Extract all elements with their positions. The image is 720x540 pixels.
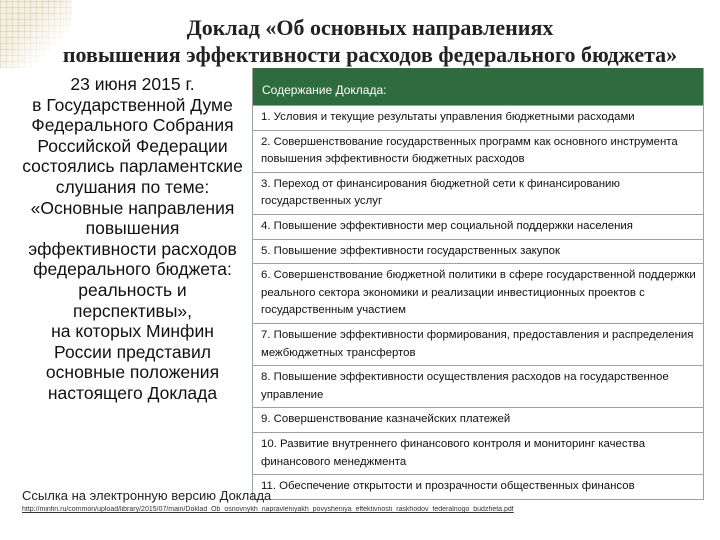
- footer-link-label: Ссылка на электронную версию Доклада: [22, 488, 272, 503]
- contents-header: Содержание Доклада:: [253, 68, 703, 105]
- intro-text: 23 июня 2015 г. в Государственной Думе Федерального Собрания Российской Федерации состоялись парламентские слушания по теме: «Основные направления повышения эффективности расходов федерального бюджета: реальность и перспективы», на которых Минфин России представил основные положения настоящего Доклада: [22, 74, 243, 403]
- report-link[interactable]: http://minfin.ru/common/upload/library/2015/07/main/Doklad_Ob_osnovnykh_napravleniyakh_povysheniya_effektivnosti_raskhodov_federalnogo_budzheta.pdf: [22, 506, 514, 513]
- contents-item: 2. Совершенствование государственных программ как основного инструмента повышения эффективности бюджетных расходов: [253, 130, 703, 172]
- contents-item: 4. Повышение эффективности мер социальной поддержки населения: [253, 214, 703, 239]
- contents-item: 7. Повышение эффективности формирования, предоставления и распределения межбюджетных трансфертов: [253, 323, 703, 365]
- contents-item: 6. Совершенствование бюджетной политики в сфере государственной поддержки реального сектора экономики и реализации инвестиционных проектов с государственным участием: [253, 263, 703, 323]
- contents-item: 8. Повышение эффективности осуществления расходов на государственное управление: [253, 365, 703, 407]
- contents-item: 1. Условия и текущие результаты управления бюджетными расходами: [253, 105, 703, 130]
- contents-item: 10. Развитие внутреннего финансового контроля и мониторинг качества финансового менеджмента: [253, 432, 703, 474]
- contents-item: 5. Повышение эффективности государственных закупок: [253, 239, 703, 264]
- contents-item: 3. Переход от финансирования бюджетной сети к финансированию государственных услуг: [253, 172, 703, 214]
- page-title: Доклад «Об основных направлениях повышения эффективности расходов федерального бюджета»: [62, 15, 678, 67]
- contents-table: [252, 68, 704, 500]
- contents-item: 11. Обеспечение открытости и прозрачности общественных финансов: [253, 474, 703, 499]
- contents-item: 9. Совершенствование казначейских платежей: [253, 407, 703, 432]
